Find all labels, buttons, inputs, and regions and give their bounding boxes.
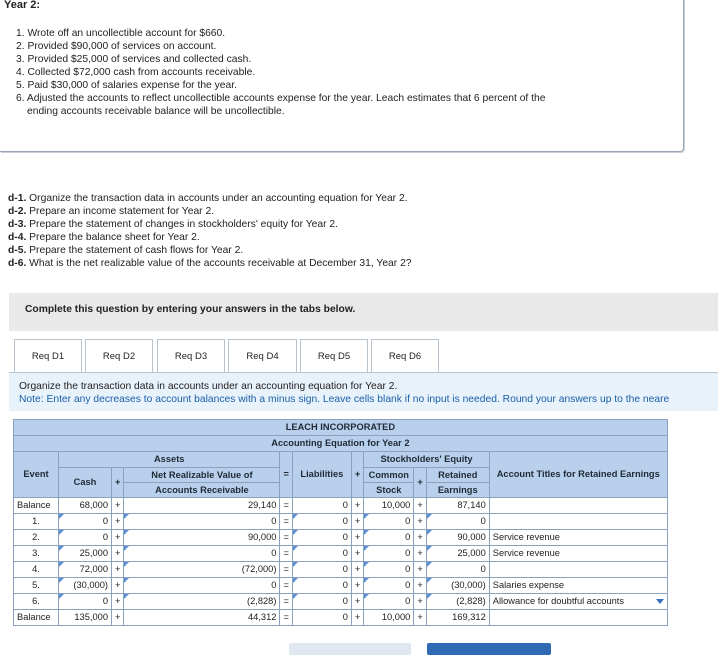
plus-sign: + bbox=[414, 514, 426, 530]
table-row bbox=[14, 562, 668, 578]
equals-header: = bbox=[280, 452, 292, 498]
plus-sign: + bbox=[414, 530, 426, 546]
transaction-item-continued: ending accounts receivable balance will be uncollectible. bbox=[27, 106, 285, 117]
instructions-banner-text: Complete this question by entering your answers in the tabs below. bbox=[25, 304, 356, 315]
dropdown-arrow-icon[interactable] bbox=[656, 599, 664, 604]
transaction-list bbox=[16, 27, 545, 118]
table-subtitle: Accounting Equation for Year 2 bbox=[14, 436, 668, 452]
nrv-header-line2: Accounts Receivable bbox=[124, 483, 280, 498]
event-cell: 6. bbox=[14, 594, 59, 610]
account-title-select bbox=[489, 610, 667, 626]
equals-sign: = bbox=[280, 530, 292, 546]
retained-earnings-input[interactable]: 0 bbox=[426, 514, 489, 530]
equals-sign: = bbox=[280, 562, 292, 578]
plus-sign: + bbox=[351, 498, 363, 514]
common-stock-input[interactable]: 0 bbox=[364, 546, 414, 562]
retained-earnings-input: 87,140 bbox=[426, 498, 489, 514]
liabilities-input[interactable]: 0 bbox=[292, 514, 351, 530]
liabilities-input[interactable]: 0 bbox=[292, 578, 351, 594]
event-cell: 5. bbox=[14, 578, 59, 594]
table-row bbox=[14, 610, 668, 626]
plus-sign: + bbox=[351, 546, 363, 562]
plus-sign: + bbox=[112, 610, 124, 626]
plus-sign: + bbox=[414, 546, 426, 562]
plus-sign: + bbox=[414, 578, 426, 594]
nrv-input[interactable]: 0 bbox=[124, 546, 280, 562]
plus-sign: + bbox=[112, 498, 124, 514]
account-title-select[interactable]: Service revenue bbox=[489, 530, 667, 546]
cash-input[interactable]: 25,000 bbox=[59, 546, 112, 562]
retained-earnings-input[interactable]: 90,000 bbox=[426, 530, 489, 546]
plus-sign: + bbox=[351, 562, 363, 578]
equals-sign: = bbox=[280, 546, 292, 562]
nrv-input[interactable]: (2,828) bbox=[124, 594, 280, 610]
equals-sign: = bbox=[280, 578, 292, 594]
requirement-item: d-1. Organize the transaction data in accounts under an accounting equation for Year 2. bbox=[8, 193, 408, 204]
nrv-input[interactable]: 0 bbox=[124, 514, 280, 530]
liabilities-header: Liabilities bbox=[292, 452, 351, 498]
transaction-item: 3. Provided $25,000 of services and collected cash. bbox=[16, 54, 252, 65]
liabilities-input: 0 bbox=[292, 610, 351, 626]
table-row bbox=[14, 514, 668, 530]
tab-req-d5[interactable]: Req D5 bbox=[300, 339, 368, 373]
tab-note-text: Note: Enter any decreases to account balances with a minus sign. Leave cells blank if no input is needed. Round your answers up to the neare bbox=[19, 394, 670, 405]
plus-sign: + bbox=[351, 514, 363, 530]
cash-input: 68,000 bbox=[59, 498, 112, 514]
account-title-select[interactable]: Service revenue bbox=[489, 546, 667, 562]
tab-instruction-text: Organize the transaction data in accounts under an accounting equation for Year 2. bbox=[19, 381, 398, 392]
prev-button[interactable] bbox=[289, 643, 411, 655]
plus-sign: + bbox=[414, 498, 426, 514]
common-stock-input[interactable]: 0 bbox=[364, 594, 414, 610]
event-cell: 3. bbox=[14, 546, 59, 562]
year-title: Year 2: bbox=[4, 0, 41, 11]
plus-header: + bbox=[414, 468, 426, 498]
plus-sign: + bbox=[112, 546, 124, 562]
company-name: LEACH INCORPORATED bbox=[14, 420, 668, 436]
event-cell: 1. bbox=[14, 514, 59, 530]
equals-sign: = bbox=[280, 514, 292, 530]
equals-sign: = bbox=[280, 498, 292, 514]
table-row bbox=[14, 578, 668, 594]
plus-header: + bbox=[112, 468, 124, 498]
retained-earnings-input[interactable]: (2,828) bbox=[426, 594, 489, 610]
nrv-input: 29,140 bbox=[124, 498, 280, 514]
liabilities-input: 0 bbox=[292, 498, 351, 514]
event-cell: 4. bbox=[14, 562, 59, 578]
equity-header: Stockholders' Equity bbox=[364, 452, 489, 468]
liabilities-input[interactable]: 0 bbox=[292, 530, 351, 546]
common-stock-header-line1: Common bbox=[364, 468, 414, 483]
nrv-input[interactable]: 0 bbox=[124, 578, 280, 594]
common-stock-input: 10,000 bbox=[364, 610, 414, 626]
nrv-input[interactable]: (72,000) bbox=[124, 562, 280, 578]
nrv-header-line1: Net Realizable Value of bbox=[124, 468, 280, 483]
requirement-item: d-2. Prepare an income statement for Year 2. bbox=[8, 206, 215, 217]
plus-sign: + bbox=[351, 610, 363, 626]
account-title-select[interactable]: Salaries expense bbox=[489, 578, 667, 594]
table-row bbox=[14, 546, 668, 562]
common-stock-input: 10,000 bbox=[364, 498, 414, 514]
transaction-item: 1. Wrote off an uncollectible account for $660. bbox=[16, 28, 226, 39]
event-header: Event bbox=[14, 452, 59, 498]
retained-earnings-input[interactable]: 25,000 bbox=[426, 546, 489, 562]
liabilities-input[interactable]: 0 bbox=[292, 546, 351, 562]
requirement-item: d-5. Prepare the statement of cash flows for Year 2. bbox=[8, 245, 244, 256]
tab-req-d1[interactable]: Req D1 bbox=[14, 339, 82, 373]
plus-sign: + bbox=[351, 594, 363, 610]
next-button[interactable] bbox=[427, 643, 551, 655]
plus-header: + bbox=[351, 452, 363, 498]
account-title-select bbox=[489, 498, 667, 514]
requirement-item: d-3. Prepare the statement of changes in stockholders' equity for Year 2. bbox=[8, 219, 338, 230]
accounting-equation-table bbox=[13, 419, 668, 626]
requirement-item: d-4. Prepare the balance sheet for Year 2. bbox=[8, 232, 200, 243]
tab-req-d3[interactable]: Req D3 bbox=[157, 339, 225, 373]
equals-sign: = bbox=[280, 594, 292, 610]
tab-req-d4[interactable]: Req D4 bbox=[228, 339, 297, 373]
cash-input: 135,000 bbox=[59, 610, 112, 626]
plus-sign: + bbox=[112, 530, 124, 546]
event-cell: Balance bbox=[14, 610, 59, 626]
equals-sign: = bbox=[280, 610, 292, 626]
transaction-item: 4. Collected $72,000 cash from accounts receivable. bbox=[16, 67, 256, 78]
transaction-item: 5. Paid $30,000 of salaries expense for the year. bbox=[16, 80, 237, 91]
transaction-item: 6. Adjusted the accounts to reflect uncollectible accounts expense for the year. Leach estimates that 6 percent of the bbox=[16, 93, 546, 104]
event-cell: 2. bbox=[14, 530, 59, 546]
account-title-select[interactable] bbox=[489, 514, 667, 530]
table-row bbox=[14, 498, 668, 514]
plus-sign: + bbox=[414, 594, 426, 610]
cash-input[interactable]: 0 bbox=[59, 514, 112, 530]
common-stock-input[interactable]: 0 bbox=[364, 562, 414, 578]
retained-earnings-header-line2: Earnings bbox=[426, 483, 489, 498]
tab-req-d2[interactable]: Req D2 bbox=[85, 339, 153, 373]
retained-earnings-input[interactable]: 0 bbox=[426, 562, 489, 578]
cash-input[interactable]: 72,000 bbox=[59, 562, 112, 578]
retained-earnings-input: 169,312 bbox=[426, 610, 489, 626]
common-stock-input[interactable]: 0 bbox=[364, 514, 414, 530]
account-titles-header: Account Titles for Retained Earnings bbox=[489, 452, 667, 498]
cash-input[interactable]: 0 bbox=[59, 594, 112, 610]
common-stock-input[interactable]: 0 bbox=[364, 578, 414, 594]
plus-sign: + bbox=[112, 514, 124, 530]
nrv-input: 44,312 bbox=[124, 610, 280, 626]
account-title-select[interactable]: Allowance for doubtful accounts bbox=[489, 594, 667, 610]
retained-earnings-input[interactable]: (30,000) bbox=[426, 578, 489, 594]
assets-header: Assets bbox=[59, 452, 280, 468]
liabilities-input[interactable]: 0 bbox=[292, 562, 351, 578]
tab-instructions bbox=[9, 373, 718, 411]
transaction-item: 2. Provided $90,000 of services on account. bbox=[16, 41, 217, 52]
table-row bbox=[14, 594, 668, 610]
requirement-item: d-6. What is the net realizable value of the accounts receivable at December 31, Year 2? bbox=[8, 258, 412, 269]
plus-sign: + bbox=[351, 530, 363, 546]
retained-earnings-header-line1: Retained bbox=[426, 468, 489, 483]
plus-sign: + bbox=[414, 562, 426, 578]
tab-bar bbox=[14, 339, 718, 373]
plus-sign: + bbox=[414, 610, 426, 626]
common-stock-header-line2: Stock bbox=[364, 483, 414, 498]
account-title-select[interactable] bbox=[489, 562, 667, 578]
requirements-list bbox=[8, 192, 412, 270]
table-row bbox=[14, 530, 668, 546]
nrv-input[interactable]: 90,000 bbox=[124, 530, 280, 546]
event-cell: Balance bbox=[14, 498, 59, 514]
cash-input[interactable]: (30,000) bbox=[59, 578, 112, 594]
cash-input[interactable]: 0 bbox=[59, 530, 112, 546]
common-stock-input[interactable]: 0 bbox=[364, 530, 414, 546]
plus-sign: + bbox=[112, 578, 124, 594]
cash-header: Cash bbox=[59, 468, 112, 498]
tab-req-d6[interactable]: Req D6 bbox=[371, 339, 439, 373]
plus-sign: + bbox=[112, 594, 124, 610]
plus-sign: + bbox=[112, 562, 124, 578]
liabilities-input[interactable]: 0 bbox=[292, 594, 351, 610]
plus-sign: + bbox=[351, 578, 363, 594]
